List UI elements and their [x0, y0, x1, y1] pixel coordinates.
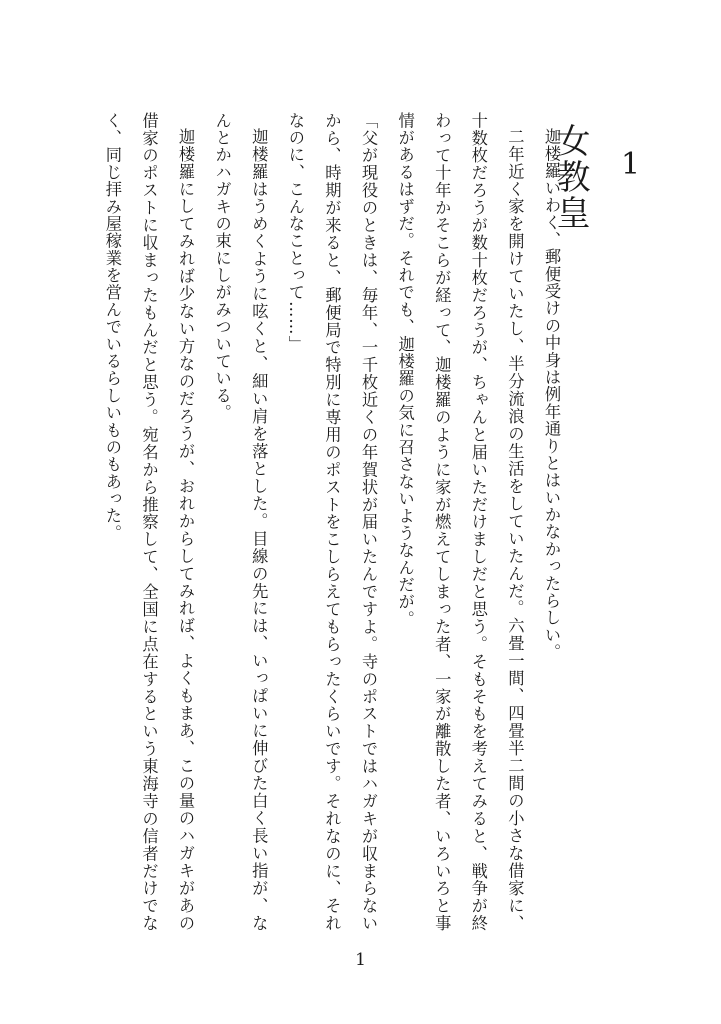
paragraph: 迦楼羅にしてみれば少ない方なのだろうが、おれからしてみれば、よくもまあ、この量のハガキがあの借家のポストに収まったもんだと思う。宛名から推察して、全国に点在するという東海寺の信者だけでなく、同じ拝み屋稼業を営んでいるらしいものもあった。: [102, 112, 196, 932]
chapter-heading: [550, 92, 660, 262]
paragraph: 二年近く家を開けていたし、半分流浪の生活をしていたんだ。六畳一間、四畳半二間の小さな借家に、十数枚だろうが数十枚だろうが、ちゃんと届いただけましだと思う。そもそもを考えてみると、戦争が終わって十年かそこらが経って、迦楼羅のように家が燃えてしまった者、一家が離散した者、いろいろと事情があるはずだ。それでも、迦楼羅の気に召さないようなんだが。: [395, 112, 525, 932]
paragraph: 迦楼羅いわく、郵便受けの中身は例年通りとはいかなかったらしい。: [542, 128, 561, 662]
chapter-title: 女教皇: [550, 123, 590, 231]
paragraph-dialogue: 「父が現役のときは、毎年、一千枚近くの年賀状が届いたんですよ。寺のポストではハガキが収まらないから、時期が来ると、郵便局で特別に専用のポストをこしらえてもらったくらいです。それなのに、それなのに、こんなことって……」: [285, 112, 379, 932]
body-text: [102, 112, 569, 932]
page-number: 1: [355, 950, 366, 970]
paragraph: 迦楼羅はうめくように呟くと、細い肩を落とした。目線の先には、いっぱいに伸びた白く長い指が、なんとかハガキの束にしがみついている。: [212, 112, 269, 932]
chapter-number: 1: [613, 146, 648, 184]
